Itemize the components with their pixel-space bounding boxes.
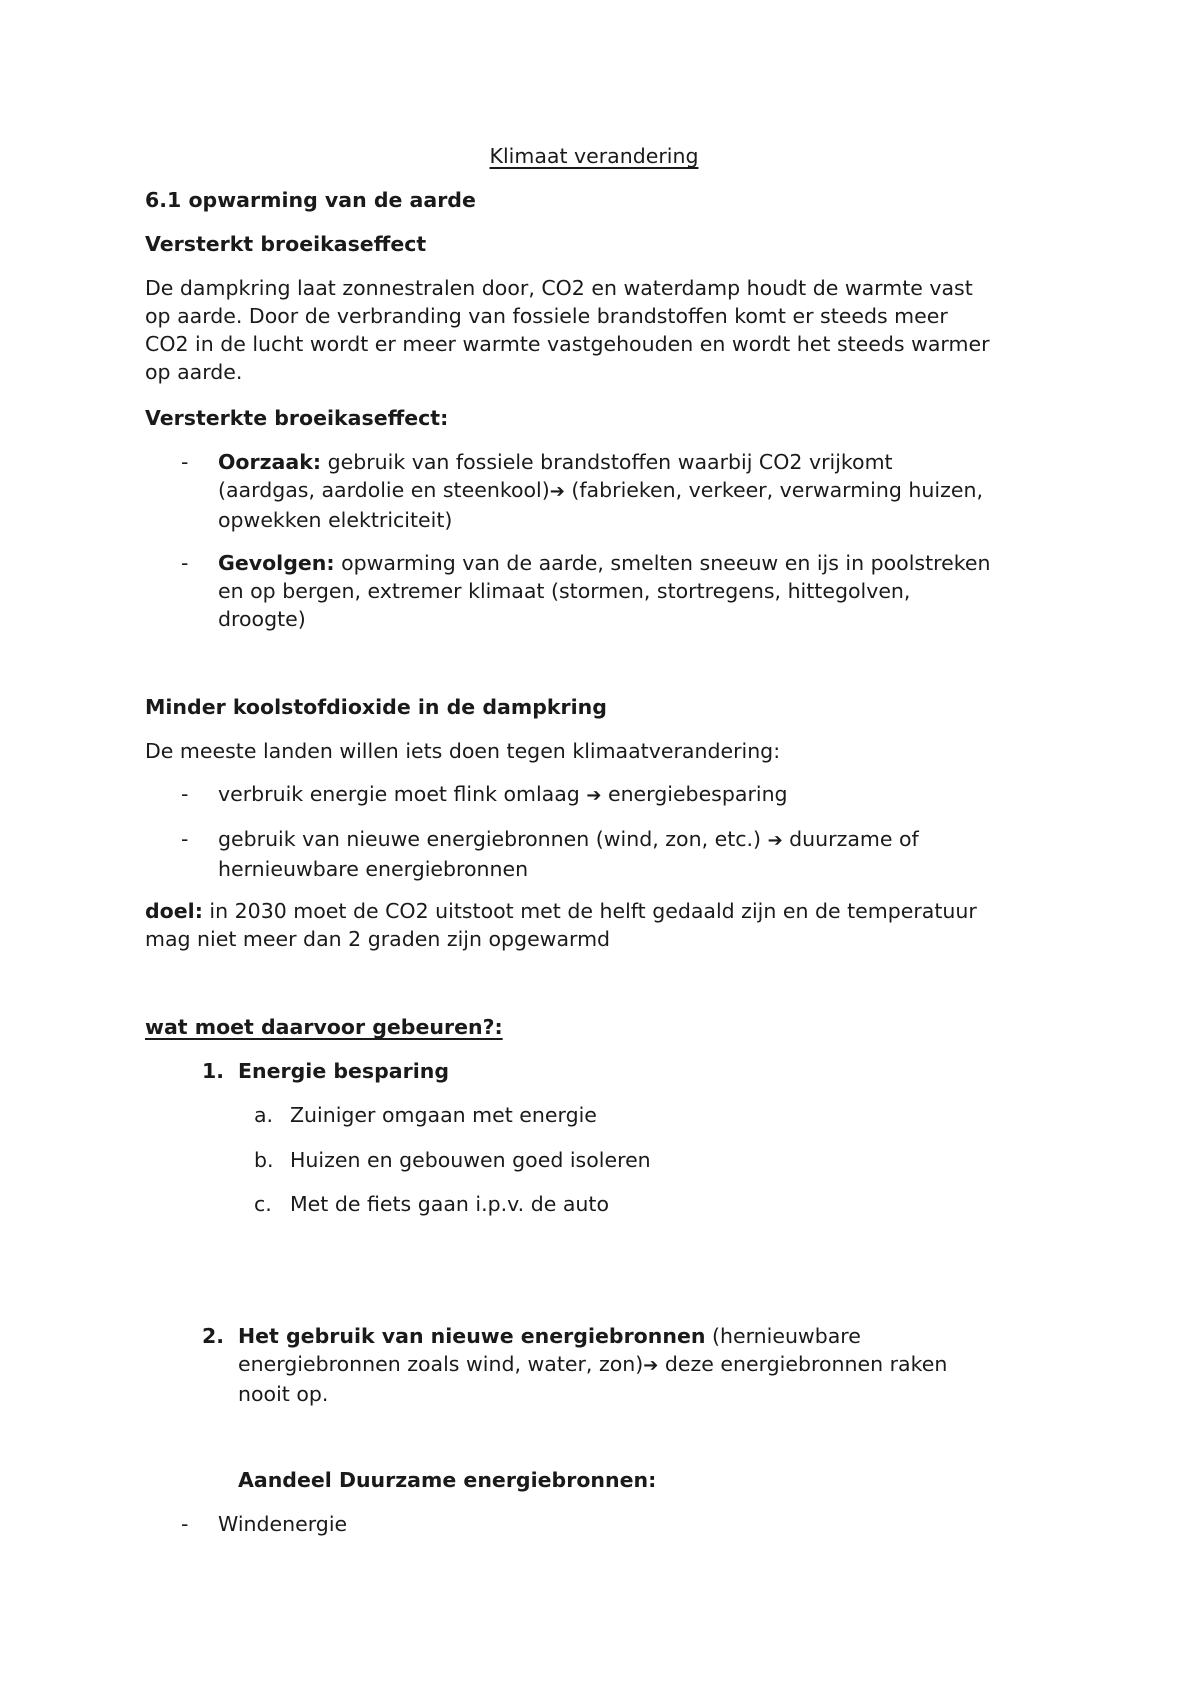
- bullet-text: duurzame of: [782, 827, 919, 851]
- bullet-dash: -: [181, 827, 189, 851]
- bullet-text: (fabrieken, verkeer, verwarming huizen,: [564, 478, 983, 502]
- bullet-windenergie: Windenergie: [218, 1512, 348, 1536]
- section-heading: 6.1 opwarming van de aarde: [145, 188, 476, 212]
- sublist-letter: c.: [254, 1192, 272, 1216]
- bullet-text: en op bergen, extremer klimaat (stormen, stortregens, hittegolven,: [218, 579, 911, 603]
- list-item-text: deze energiebronnen raken: [658, 1352, 948, 1376]
- bullet-text: opwarming van de aarde, smelten sneeuw en ijs in poolstreken: [334, 551, 991, 575]
- subheading-wat-moet: wat moet daarvoor gebeuren?:: [145, 1015, 503, 1039]
- list-item-text: energiebronnen zoals wind, water, zon): [238, 1352, 644, 1376]
- bullet-text: verbruik energie moet flink omlaag: [218, 782, 587, 806]
- list-number: 1.: [202, 1059, 225, 1083]
- document-title: Klimaat verandering: [489, 144, 699, 168]
- bullet-dash: -: [181, 1512, 189, 1536]
- sublist-letter: a.: [254, 1103, 274, 1127]
- subheading-versterkte: Versterkte broeikaseffect:: [145, 406, 449, 430]
- bullet-text: opwekken elektriciteit): [218, 508, 453, 532]
- paragraph-line: op aarde.: [145, 360, 243, 384]
- subheading-aandeel: Aandeel Duurzame energiebronnen:: [238, 1468, 657, 1492]
- paragraph-dampkring: [145, 274, 1075, 386]
- bullet-label: Gevolgen:: [218, 551, 335, 575]
- arrow-icon: ➔: [549, 481, 565, 502]
- sublist-item: Met de fiets gaan i.p.v. de auto: [290, 1192, 609, 1216]
- bullet-text: gebruik van nieuwe energiebronnen (wind, zon, etc.): [218, 827, 768, 851]
- bullet-text: droogte): [218, 607, 306, 631]
- arrow-icon: ➔: [643, 1355, 659, 1376]
- bullet-text: (aardgas, aardolie en steenkool): [218, 478, 550, 502]
- bullet-label: Oorzaak:: [218, 450, 322, 474]
- list-item-text: (hernieuwbare: [705, 1324, 861, 1348]
- paragraph-line: De dampkring laat zonnestralen door, CO2 en waterdamp houdt de warmte vast: [145, 276, 973, 300]
- bullet-verbruik: [218, 780, 1078, 810]
- bullet-dash: -: [181, 551, 189, 575]
- subheading-versterkt: Versterkt broeikaseffect: [145, 232, 427, 256]
- doel-label: doel:: [145, 899, 203, 923]
- paragraph-landen: De meeste landen willen iets doen tegen klimaatverandering:: [145, 739, 781, 763]
- list-item-text: nooit op.: [238, 1382, 329, 1406]
- paragraph-line: CO2 in de lucht wordt er meer warmte vastgehouden en wordt het steeds warmer: [145, 332, 990, 356]
- paragraph-doel: [145, 897, 1075, 953]
- paragraph-line: op aarde. Door de verbranding van fossiele brandstoffen komt er steeds meer: [145, 304, 948, 328]
- bullet-oorzaak: [218, 448, 1078, 534]
- subheading-minder: Minder koolstofdioxide in de dampkring: [145, 695, 607, 719]
- sublist-item: Huizen en gebouwen goed isoleren: [290, 1148, 651, 1172]
- bullet-text: gebruik van fossiele brandstoffen waarbij CO2 vrijkomt: [321, 450, 893, 474]
- bullet-dash: -: [181, 782, 189, 806]
- sublist-letter: b.: [254, 1148, 274, 1172]
- paragraph-line: mag niet meer dan 2 graden zijn opgewarmd: [145, 927, 611, 951]
- bullet-dash: -: [181, 450, 189, 474]
- sublist-item: Zuiniger omgaan met energie: [290, 1103, 597, 1127]
- paragraph-line: in 2030 moet de CO2 uitstoot met de helft gedaald zijn en de temperatuur: [202, 899, 977, 923]
- bullet-gevolgen: [218, 549, 1078, 633]
- bullet-gebruik: [218, 825, 1078, 883]
- list-item-nieuwe-energiebronnen: [238, 1322, 1078, 1408]
- list-item-energie-besparing: Energie besparing: [238, 1059, 450, 1083]
- arrow-icon: ➔: [586, 785, 602, 806]
- list-number: 2.: [202, 1324, 225, 1348]
- list-item-label: Het gebruik van nieuwe energiebronnen: [238, 1324, 706, 1348]
- arrow-icon: ➔: [767, 830, 783, 851]
- bullet-text: energiebesparing: [601, 782, 788, 806]
- bullet-text: hernieuwbare energiebronnen: [218, 857, 529, 881]
